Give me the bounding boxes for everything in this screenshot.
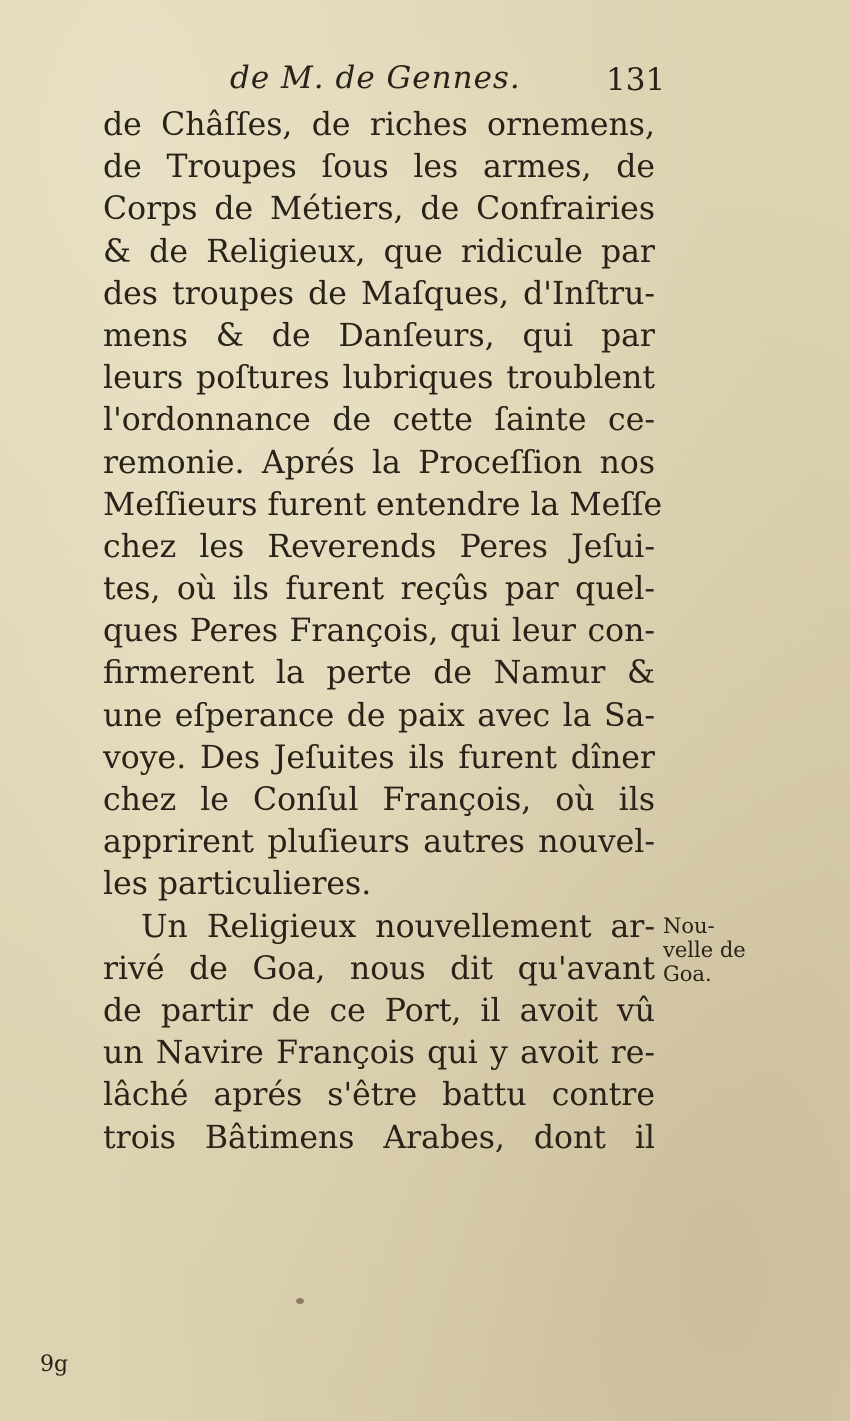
margin-note-line: velle de (663, 938, 746, 962)
text-line-paragraph-end: les particulieres. (103, 866, 372, 903)
margin-note (663, 914, 758, 986)
text-line: de partir de ce Port, il avoit vû (103, 992, 655, 1029)
text-line: & de Religieux, que ridicule par (103, 233, 655, 270)
text-line: chez le Conſul François, où ils (103, 782, 655, 818)
text-line: de Châſſes, de riches ornemens, (103, 107, 655, 143)
text-line: lâché aprés s'être battu contre (103, 1077, 655, 1114)
text-line: de Troupes ſous les armes, de (103, 149, 655, 186)
text-line: chez les Reverends Peres Jeſui- (103, 528, 655, 565)
text-line: Corps de Métiers, de Confrairies (103, 191, 655, 228)
text-line: des troupes de Maſques, d'Inſtru- (103, 275, 655, 312)
running-title: de M. de Gennes. (230, 60, 521, 96)
text-line: ques Peres François, qui leur con- (103, 613, 655, 650)
text-line: apprirent pluſieurs autres nouvel- (103, 824, 655, 861)
body-text (103, 104, 663, 1159)
text-line: l'ordonnance de cette ſainte ce- (103, 402, 655, 439)
text-line: rivé de Goa, nous dit qu'avant (103, 950, 655, 987)
ink-speck (296, 1298, 304, 1304)
margin-note-line: Goa. (663, 962, 712, 986)
text-line: une eſperance de paix avec la Sa- (103, 697, 655, 734)
text-line: remonie. Aprés la Proceſſion nos (103, 444, 655, 481)
signature-mark: 9g (40, 1352, 69, 1377)
text-line: leurs poſtures lubriques troublent (103, 360, 655, 397)
page-number: 131 (606, 62, 666, 98)
text-line: voye. Des Jeſuites ils furent dîner (103, 739, 655, 776)
text-line: un Navire François qui y avoit re- (103, 1035, 655, 1072)
text-line: tes, où ils furent reçûs par quel- (103, 571, 655, 608)
text-line: mens & de Danſeurs, qui par (103, 317, 655, 354)
margin-note-line: Nou- (663, 914, 715, 938)
text-line: trois Bâtimens Arabes, dont il (103, 1119, 655, 1156)
text-line-paragraph-start: Un Religieux nouvellement ar- (141, 908, 655, 945)
text-line: Meſſieurs furent entendre la Meſſe (103, 486, 663, 523)
text-line: firmerent la perte de Namur & (103, 655, 655, 692)
